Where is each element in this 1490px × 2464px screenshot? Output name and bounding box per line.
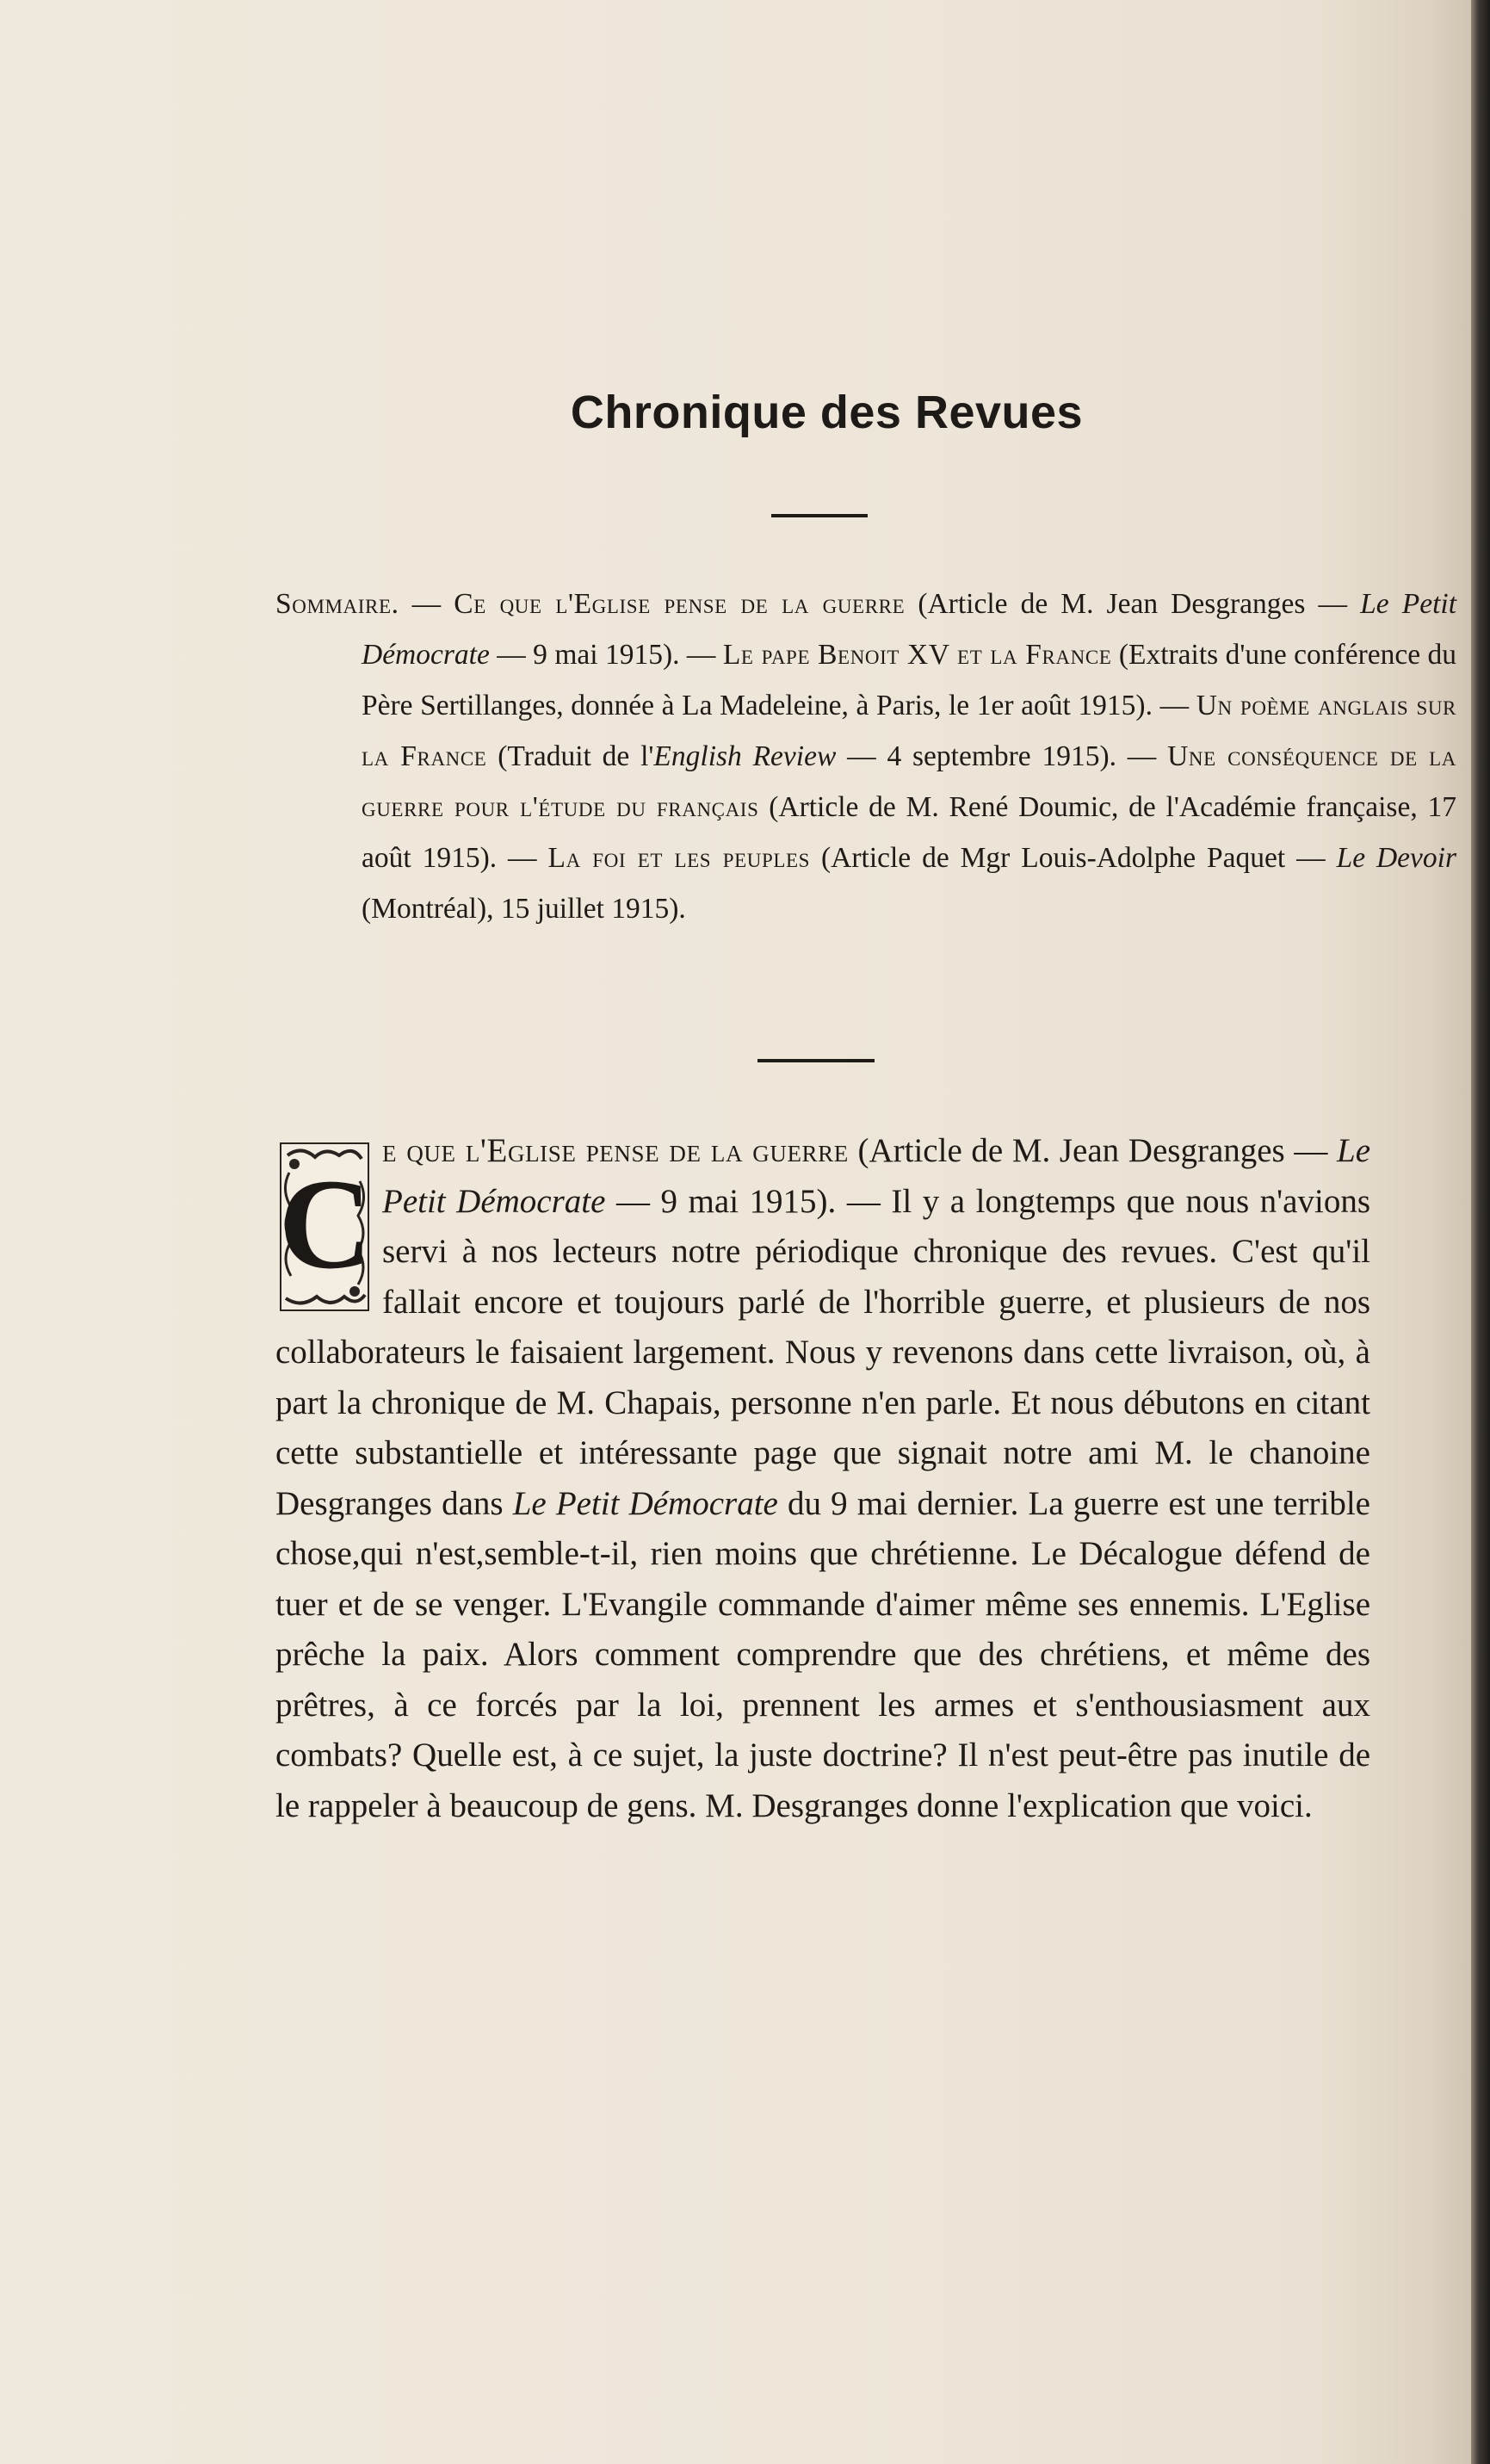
article-heading-detail-b: — 9 mai 1915). — <box>605 1182 892 1220</box>
summary-item-4-title: Une conséquence de la guerre pour l'étude du français <box>362 740 1456 823</box>
article-text-a: Il y a longtemps que nous n'avions servi à nos lecteurs notre périodique chronique des revues. C'est qu'il fallait encore et toujours parlé de l'horrible guerre, et plusieurs de nos collaborateurs le faisaient largement. Nous y revenons dans cette livraison, où, à part la chronique de M. Chapais, personne n'en parle. Et nous débutons en citant cette substantielle et intéressante page que signait notre ami M. le chanoine Desgranges dans <box>275 1182 1371 1522</box>
summary-item-2-detail: (Extraits d'une conférence du Père Sertillanges, donnée à La Madeleine, à Paris, le 1er août 1915). — <box>362 639 1456 721</box>
summary-separator: — <box>399 588 454 620</box>
summary-item-3-title: Un poème anglais sur la France <box>362 690 1456 772</box>
title-rule <box>771 514 868 517</box>
summary-item-5-detail-b: (Montréal), 15 juillet 1915). <box>362 893 686 925</box>
article-text-journal: Le Petit Démocrate <box>512 1484 778 1522</box>
summary-item-5-journal: Le Devoir <box>1336 842 1457 874</box>
ornamental-dropcap <box>275 1138 374 1316</box>
summary-item-1-title: Ce que l'Eglise pense de la guerre <box>454 588 906 620</box>
article-heading-detail-a: (Article de M. Jean Desgranges — <box>848 1132 1337 1169</box>
summary-label: Sommaire. <box>275 588 399 620</box>
summary-item-2-title: Le pape Benoit XV et la France <box>722 639 1112 671</box>
article-heading-journal: Le Petit Démocrate <box>382 1132 1370 1220</box>
dropcap-letter: C <box>278 1153 373 1296</box>
summary-item-1-detail-b: — 9 mai 1915). — <box>489 639 723 671</box>
summary-item-5-detail-a: (Article de Mgr Louis-Adolphe Paquet — <box>810 842 1337 874</box>
article-body <box>275 1126 1370 1831</box>
summary-paragraph <box>275 579 1456 934</box>
page-title: Chronique des Revues <box>570 387 1084 438</box>
summary-item-1-journal: Le Petit Démocrate <box>362 588 1457 671</box>
dropcap-ornament-icon <box>275 1138 374 1316</box>
summary-item-5-title: La foi et les peuples <box>547 842 811 874</box>
summary-item-4-detail: (Article de M. René Doumic, de l'Académie française, 17 août 1915). — <box>362 791 1456 874</box>
article-text-b: du 9 mai dernier. La guerre est une terrible chose,qui n'est,semble-t-il, rien moins que chrétienne. Le Décalogue défend de tuer et de se venger. L'Evangile commande d'aimer même ses ennemis. L'Eglise prêche la paix. Alors comment comprendre que des chrétiens, et même des prêtres, à ce forcés par la loi, prennent les armes et s'enthousiasment aux combats? Quelle est, à ce sujet, la juste doctrine? Il n'est peut-être pas inutile de le rappeler à beaucoup de gens. M. Desgranges donne l'explication que voici. <box>275 1484 1370 1824</box>
section-rule <box>757 1059 875 1062</box>
summary-item-3-detail-b: — 4 septembre 1915). — <box>836 740 1168 772</box>
book-spine-shadow <box>1471 0 1490 2464</box>
article-heading: e que l'Eglise pense de la guerre <box>382 1132 849 1169</box>
summary-item-1-detail-a: (Article de M. Jean Desgranges — <box>905 588 1361 620</box>
title-block <box>0 379 1490 438</box>
summary-item-3-journal: English Review <box>653 740 837 772</box>
summary-item-3-detail-a: (Traduit de l' <box>486 740 654 772</box>
